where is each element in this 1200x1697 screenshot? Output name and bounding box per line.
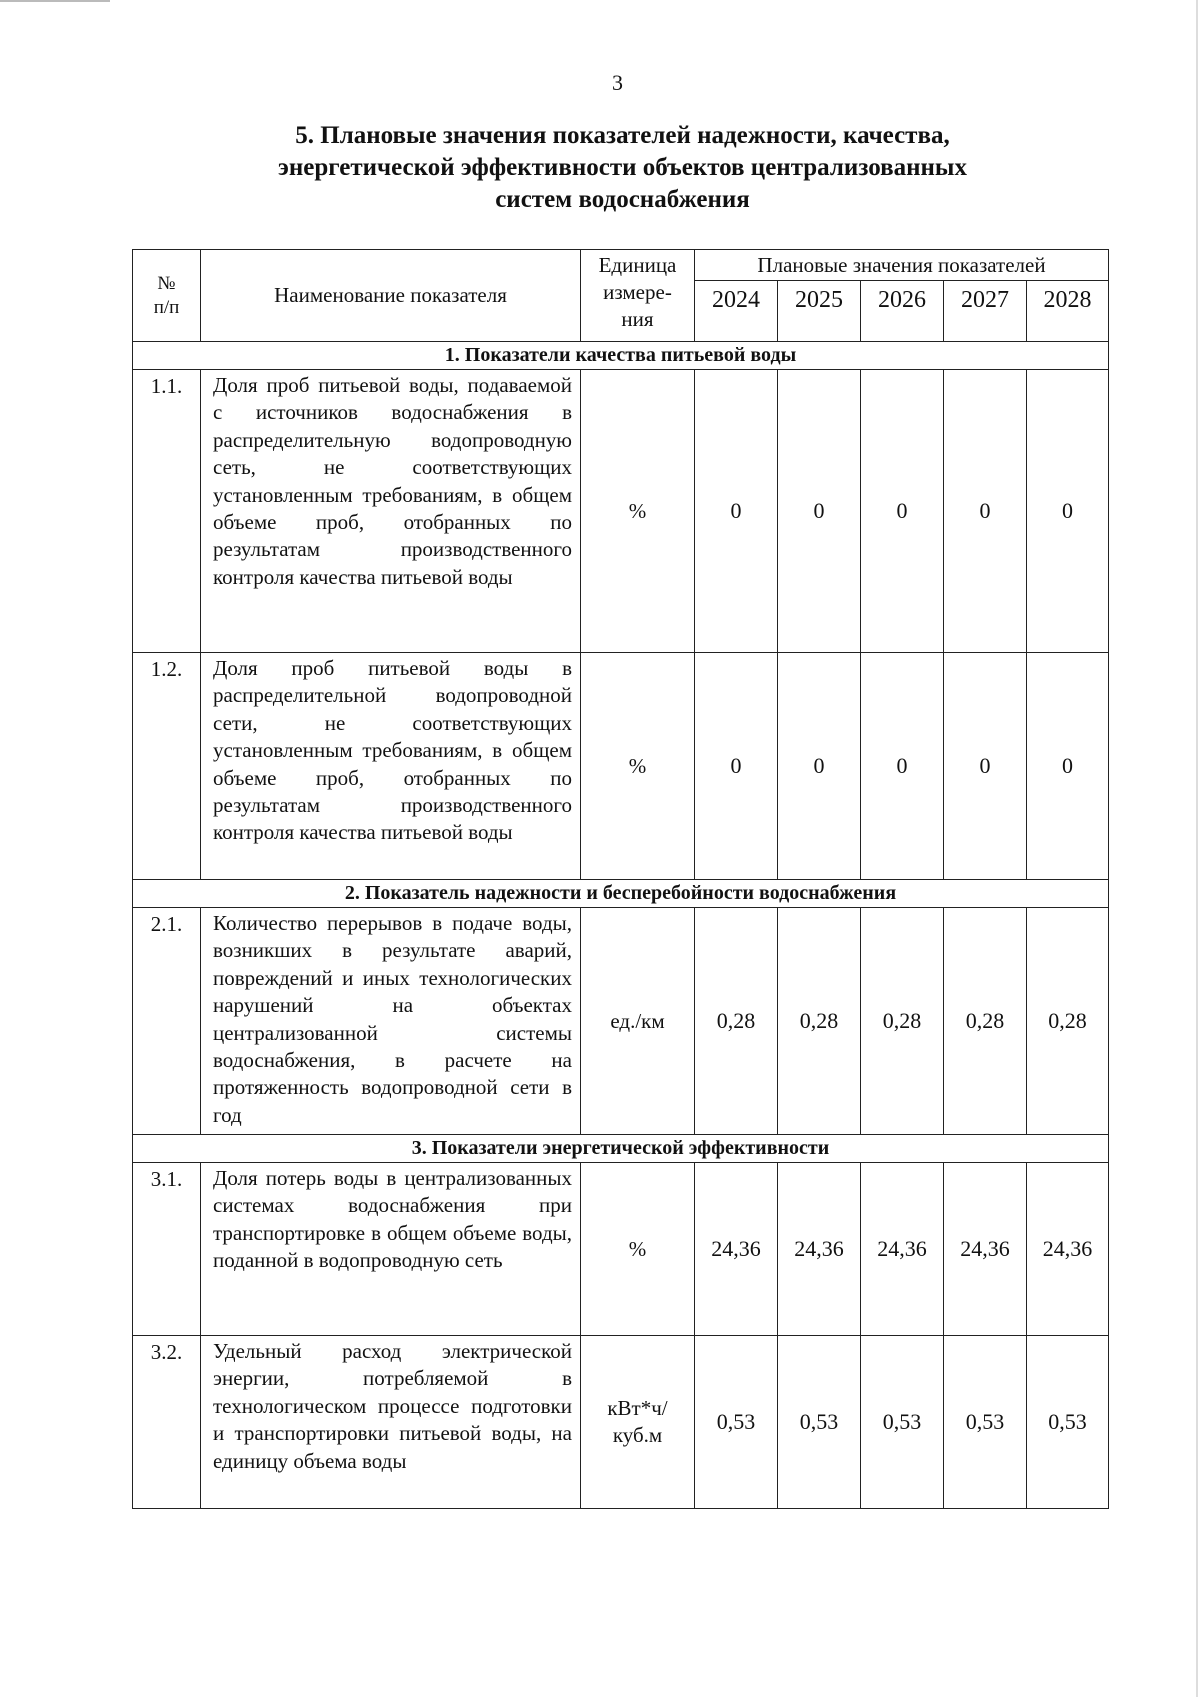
header-unit-line-3: ния	[621, 307, 654, 331]
row-unit	[581, 370, 695, 653]
table-row	[133, 1336, 1109, 1509]
row-value: 0,53	[861, 1336, 944, 1509]
row-unit-line-1: %	[628, 1236, 647, 1261]
table-body	[133, 342, 1109, 1509]
row-unit-line-1: кВт*ч/	[607, 1396, 668, 1420]
row-unit-line-1: ед./км	[610, 1008, 665, 1033]
row-value: 24,36	[861, 1163, 944, 1336]
row-indicator-name: Доля потерь воды в централизованных системах водоснабжения при транспортировке в общем объеме воды, поданной в водопроводную сеть	[201, 1163, 581, 1336]
row-number: 1.2.	[133, 653, 201, 880]
row-value: 0	[861, 370, 944, 653]
section-title: 2. Показатель надежности и бесперебойности водоснабжения	[133, 880, 1109, 908]
row-value: 0	[944, 370, 1027, 653]
row-value: 0	[778, 370, 861, 653]
table-row	[133, 1163, 1109, 1336]
row-value: 0	[1027, 653, 1109, 880]
row-number: 3.1.	[133, 1163, 201, 1336]
row-value: 0,28	[944, 908, 1027, 1135]
row-unit	[581, 1336, 695, 1509]
header-indicator-name: Наименование показателя	[201, 250, 581, 342]
row-value: 0	[944, 653, 1027, 880]
page-number: 3	[612, 70, 623, 95]
table-row	[133, 653, 1109, 880]
row-number: 3.2.	[133, 1336, 201, 1509]
row-indicator-name: Количество перерывов в подаче воды, возникших в результате аварий, повреждений и иных технологических нарушений на объектах централизованной системы водоснабжения, в расчете на протяженность водопроводной сети в год	[201, 908, 581, 1135]
indicators-table	[132, 249, 1109, 1509]
table-row	[133, 908, 1109, 1135]
header-year: 2027	[944, 281, 1027, 342]
row-value: 0	[1027, 370, 1109, 653]
header-planned-values: Плановые значения показателей	[695, 250, 1109, 281]
row-unit-line-2: куб.м	[612, 1423, 663, 1447]
scan-edge-top	[0, 0, 110, 2]
row-value: 0	[695, 653, 778, 880]
header-unit	[581, 250, 695, 342]
section-row	[133, 342, 1109, 370]
row-value: 0,53	[1027, 1336, 1109, 1509]
section-row	[133, 880, 1109, 908]
row-indicator-name: Удельный расход электрической энергии, потребляемой в технологическом процессе подготовки и транспортировки питьевой воды, на единицу объема воды	[201, 1336, 581, 1509]
header-year: 2024	[695, 281, 778, 342]
section-title: 1. Показатели качества питьевой воды	[133, 342, 1109, 370]
row-value: 24,36	[778, 1163, 861, 1336]
header-year: 2025	[778, 281, 861, 342]
section-title: 3. Показатели энергетической эффективности	[133, 1135, 1109, 1163]
header-unit-line-2: измере-	[603, 280, 672, 304]
table-row	[133, 370, 1109, 653]
row-value: 0,28	[695, 908, 778, 1135]
header-number-line-1: №	[157, 272, 176, 294]
row-value: 0	[695, 370, 778, 653]
title-line-1: 5. Плановые значения показателей надежности, качества,	[295, 122, 950, 149]
row-value: 0,53	[944, 1336, 1027, 1509]
row-unit-line-1: %	[628, 498, 647, 523]
row-number: 1.1.	[133, 370, 201, 653]
row-value: 0,28	[1027, 908, 1109, 1135]
header-unit-line-1: Единица	[598, 253, 677, 277]
header-year: 2026	[861, 281, 944, 342]
title-line-2: энергетической эффективности объектов централизованных	[278, 154, 967, 181]
row-indicator-name: Доля проб питьевой воды, подаваемой с источников водоснабжения в распределительную водопроводную сеть, не соответствующих установленным требованиям, в общем объеме проб, отобранных по результатам производственного контроля качества питьевой воды	[201, 370, 581, 653]
row-value: 0,53	[695, 1336, 778, 1509]
row-value: 24,36	[944, 1163, 1027, 1336]
row-unit	[581, 908, 695, 1135]
row-unit	[581, 1163, 695, 1336]
header-number	[133, 250, 201, 342]
scan-edge-right	[1196, 0, 1198, 1697]
document-title	[215, 120, 1030, 216]
row-value: 0,28	[861, 908, 944, 1135]
row-value: 24,36	[695, 1163, 778, 1336]
row-number: 2.1.	[133, 908, 201, 1135]
header-year: 2028	[1027, 281, 1109, 342]
row-value: 0,53	[778, 1336, 861, 1509]
row-value: 0	[778, 653, 861, 880]
title-line-3: систем водоснабжения	[495, 186, 750, 213]
row-unit-line-1: %	[628, 753, 647, 778]
row-value: 0	[861, 653, 944, 880]
row-indicator-name: Доля проб питьевой воды в распределительной водопроводной сети, не соответствующих установленным требованиям, в общем объеме проб, отобранных по результатам производственного контроля качества питьевой воды	[201, 653, 581, 880]
section-row	[133, 1135, 1109, 1163]
row-value: 24,36	[1027, 1163, 1109, 1336]
row-value: 0,28	[778, 908, 861, 1135]
row-unit	[581, 653, 695, 880]
header-number-line-2: п/п	[153, 296, 180, 318]
table-header	[133, 250, 1109, 342]
